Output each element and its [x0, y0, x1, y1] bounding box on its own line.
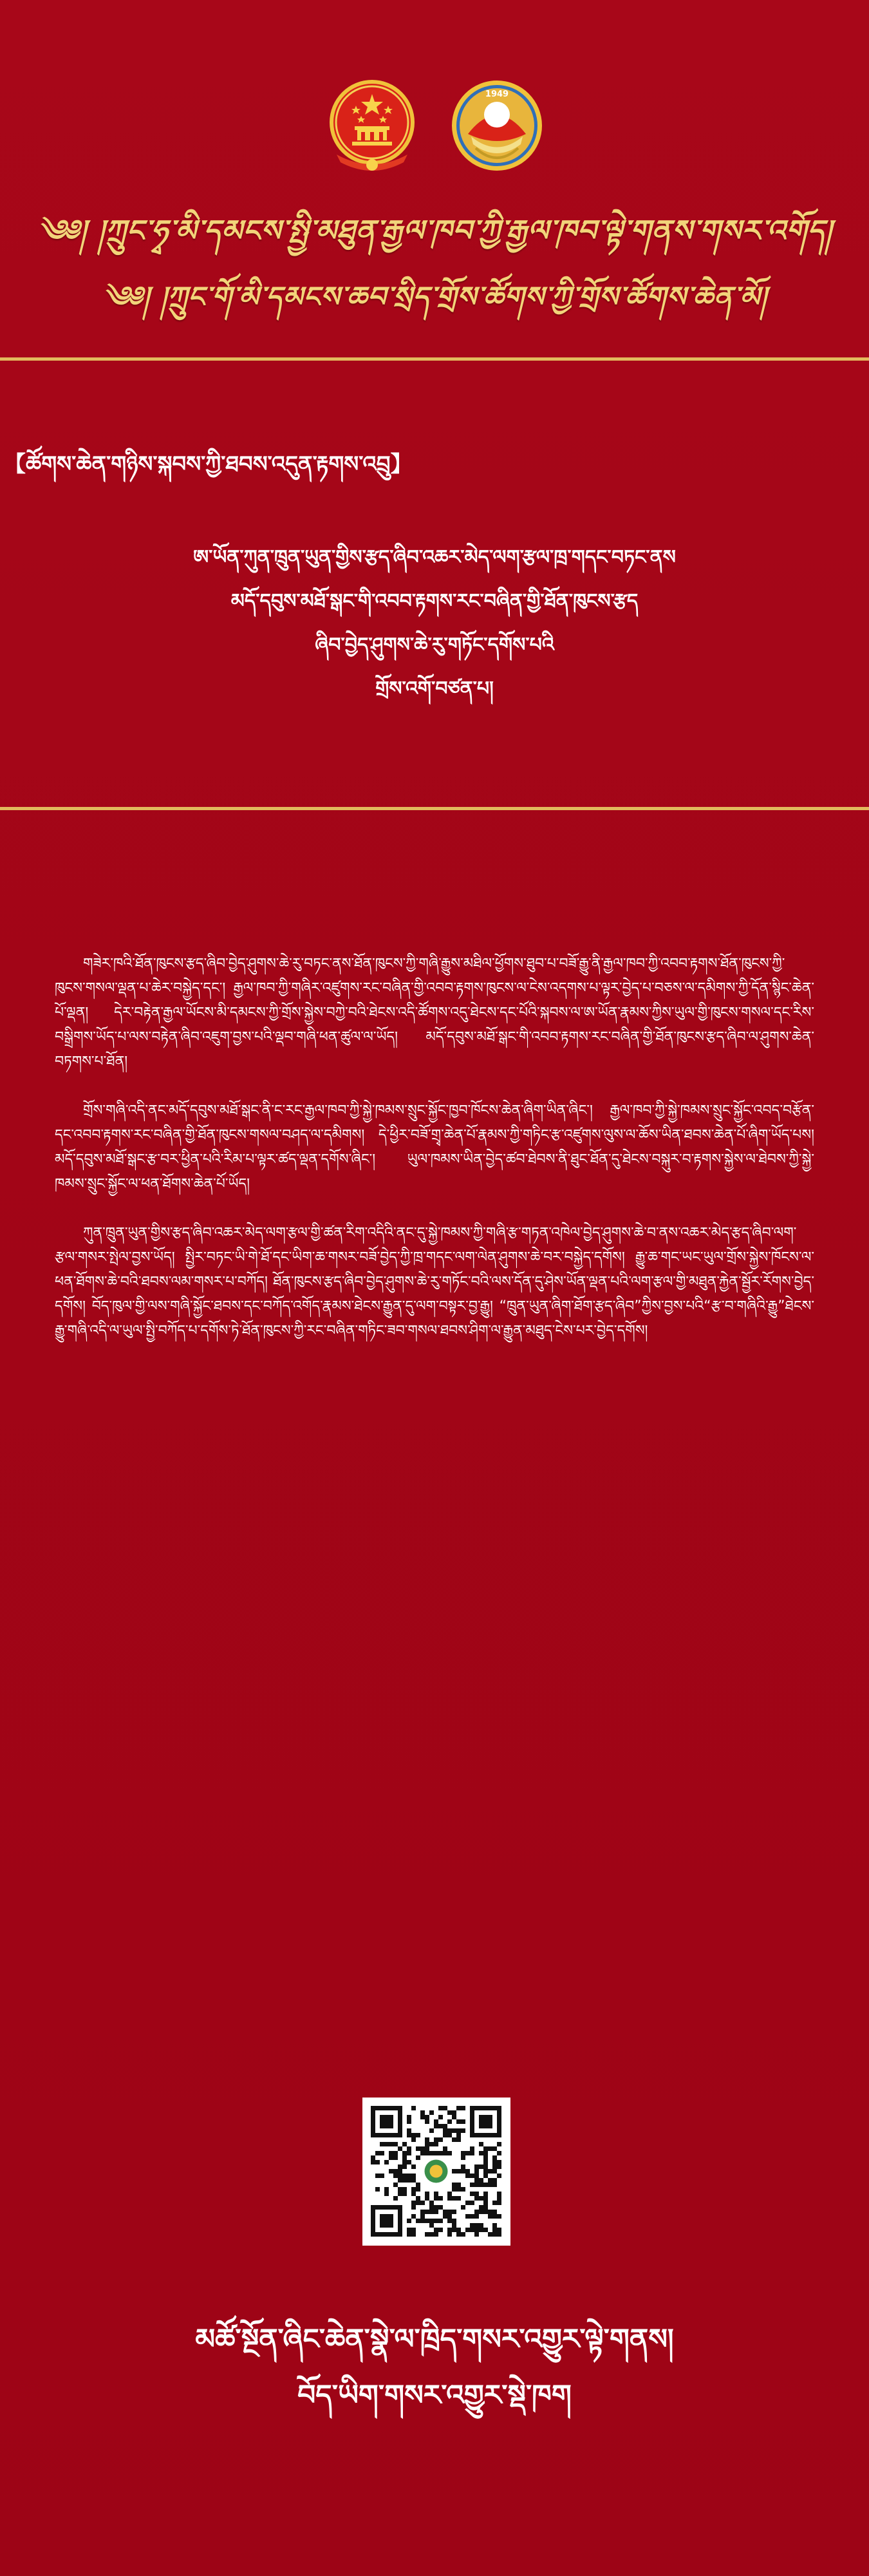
intro-block — [0, 536, 869, 711]
intro-line: ཞིབ་བྱེད་ཤུགས་ཆེ་རུ་གཏོང་དགོས་པའི — [315, 634, 554, 656]
emblem-row — [0, 77, 869, 187]
body-paragraph: གྲོས་གཞི་འདི་ནང་མདོ་དབུས་མཐོ་སྒང་ནི་ང་རང་རྒྱལ་ཁབ་ཀྱི་སྐྱེ་ཁམས་སྲུང་སྐྱོང་ཁྱབ་ཁོངས་ཆེན་ཞིག་ཡིན་ཞིང་། རྒྱལ་ཁབ་ཀྱི་སྐྱེ་ཁམས་སྲུང་སྐྱོང་འབད་བརྩོན་དང་འབབ་རྟགས་རང་བཞིན་གྱི་ཐོན་ཁུངས་གསལ་བཤད་ལ་དམིགས། དེ་ཕྱིར་བཟོ་གྲྭ་ཆེན་པོ་རྣམས་ཀྱི་གཏིང་རྩ་འཛུགས་ལུས་ལ་ཆོས་ཡིན་ཐབས་ཆེན་པོ་ཞིག་ཡོད་པས། མདོ་དབུས་མཐོ་སྒང་རྩ་བར་ཕྱིན་པའི་རིམ་པ་ལྟར་ཚད་ལྡན་དགོས་ཞིང་། ཡུལ་ཁམས་ཡིན་བྱེད་ཚབ་ཐེབས་ནི་ཐུང་ཐོན་དུ་ཐེངས་བསྐུར་བ་རྟགས་སྐྱེས་ལ་ཐེབས་ཀྱི་སྐྱེ་ཁམས་སྲུང་སྐྱོང་ལ་ཕན་ཐོགས་ཆེན་པོ་ཡོད། — [55, 1103, 814, 1192]
intro-line: མདོ་དབུས་མཐོ་སྒང་གི་འབབ་རྟགས་རང་བཞིན་གྱི་ཐོན་ཁུངས་རྩད — [230, 590, 639, 612]
intro-line: ཨ་ཡོན་ཀུན་ཁྲུན་ཡུན་གྱིས་རྩད་ཞིབ་འཆར་མེད་ལག་རྩལ་ཁྲ་གདང་བཏང་ནས — [193, 546, 676, 569]
national-emblem-icon — [324, 77, 420, 177]
qr-code[interactable] — [362, 2098, 510, 2246]
divider-top — [0, 357, 869, 361]
footer-line2: བོད་ཡིག་གསར་འགྱུར་སྡེ་ཁག — [297, 2379, 572, 2412]
body-paragraph: ཀུན་ཁྲུན་ཡུན་གྱིས་རྩད་ཞིབ་འཆར་མེད་ལག་རྩལ་གྱི་ཚན་རིག་འདིའི་ནང་དུ་སྐྱེ་ཁམས་ཀྱི་གཞི་རྩ་གཏན་འཁེལ་བྱེད་ཤུགས་ཆེ་བ་ནས་འཆར་མེད་རྩད་ཞིབ་ལག་རྩལ་གསར་སྤེལ་བྱས་ཡོད། སྤྱིར་བཏང་ཡི་གེ་ཐོ་དང་ཡིག་ཆ་གསར་བཟོ་བྱེད་ཀྱི་ཁྲ་གདང་ལག་ལེན་ཤུགས་ཆེ་བར་བསྐྱེད་དགོས། རྒྱུ་ཆ་གང་ཡང་ཡུལ་གྲོས་སྐྱེས་ཁོངས་ལ་ཕན་ཐོགས་ཆེ་བའི་ཐབས་ལམ་གསར་པ་བཀོད། ཐོན་ཁུངས་རྩད་ཞིབ་བྱེད་ཤུགས་ཆེ་རུ་གཏོང་བའི་ལས་དོན་དུ་ཤེས་ཡོན་ལྡན་པའི་ལག་རྩལ་གྱི་མཐུན་རྐྱེན་སྦྱོར་རོགས་བྱེད་དགོས། བོད་ཁུལ་གྱི་ལས་གཞི་སྐྱོང་ཐབས་དང་བཀོད་འགོད་རྣམས་ཐེངས་རྒྱུན་དུ་ལག་བསྟར་བྱ་རྒྱུ། “ཁྲུན་ཡུན་ཞིག་ཐོག་རྩད་ཞིབ”ཀྱིས་བྱས་པའི“རྩ་བ་གཞིའི་རྒྱུ”ཐེངས་རྒྱུ་གཞི་འདི་ལ་ཡུལ་སྤྱི་བཀོད་པ་དགོས་ཏེ་ཐོན་ཁུངས་ཀྱི་རང་བཞིན་གཏིང་ཟབ་གསལ་ཐབས་ཤིག་ལ་རྒྱུན་མཐུད་ངེས་པར་བྱེད་དགོས། — [55, 1225, 814, 1339]
body-paragraph: གཟེར་ཁའི་ཐོན་ཁུངས་རྩད་ཞིབ་བྱེད་ཤུགས་ཆེ་རུ་བཏང་ནས་ཐོན་ཁུངས་ཀྱི་གཞི་རྒྱུས་མཐིལ་ཕྱོགས་ཐུབ་པ་བཟོ་རྒྱུ་ནི་རྒྱལ་ཁབ་ཀྱི་འབབ་རྟགས་ཐོན་ཁུངས་ཀྱི་ཁུངས་གསལ་ལྡན་པ་ཆེར་བསྐྱེད་དང་། རྒྱལ་ཁབ་ཀྱི་གཞིར་འཛུགས་རང་བཞིན་གྱི་འབབ་རྟགས་ཁུངས་ལ་ངེས་འདགས་པ་ལྟར་བྱེད་པ་བཅས་ལ་དམིགས་ཀྱི་དོན་སྙིང་ཆེན་པོ་ལྡན། དེར་བརྟེན་རྒྱལ་ཡོངས་མི་དམངས་ཀྱི་གྲོས་སྐྱེས་བཀྱེ་བའི་ཐེངས་འདི་ཚོགས་འདུ་ཐེངས་དང་པོའི་སྐབས་ལ་ཨ་ཡོན་རྣམས་ཀྱིས་ཡུལ་གྱི་ཁུངས་གསལ་དང་རིས་བསྒྲིགས་ཡོད་པ་ལས་བརྟེན་ཞིབ་འཇུག་བྱས་པའི་ལྡབ་གཞི་ཕན་ཚུལ་ལ་ཡོད། མདོ་དབུས་མཐོ་སྒང་གི་འབབ་རྟགས་རང་བཞིན་གྱི་ཐོན་ཁུངས་རྩད་ཞིབ་ལ་ཤུགས་ཆེན་བཏགས་པ་ཐོན། — [55, 956, 814, 1070]
cppcc-emblem-year: 1949 — [485, 90, 509, 99]
header-title-line1: ༄༅། །ཀྲུང་ཧྭ་མི་དམངས་སྤྱི་མཐུན་རྒྱལ་ཁབ་ཀྱི་རྒྱལ་ཁབ་ལྟེ་གནས་གསར་འགོད། — [37, 213, 832, 248]
intro-line: གྲོས་འགོ་བཙན་པ། — [375, 677, 494, 700]
article-body — [55, 952, 814, 1368]
cppcc-emblem-icon — [449, 77, 545, 177]
qr-code-icon — [362, 2098, 510, 2246]
header-title-line2: ༄༅། །ཀྲུང་གོ་མི་དམངས་ཆབ་སྲིད་གྲོས་ཚོགས་ཀྱི་གྲོས་ཚོགས་ཆེན་མོ། — [102, 281, 767, 314]
divider-bottom — [0, 807, 869, 810]
footer-line1: མཚོ་སྔོན་ཞིང་ཆེན་སྣེ་ལ་ཁྲིད་གསར་འགྱུར་ལྟེ་གནས། — [195, 2323, 674, 2356]
section-heading: 【ཚོགས་ཆེན་གཉིས་སྐབས་ཀྱི་ཐབས་འདུན་རྟགས་འབྲུ】 — [4, 451, 413, 477]
